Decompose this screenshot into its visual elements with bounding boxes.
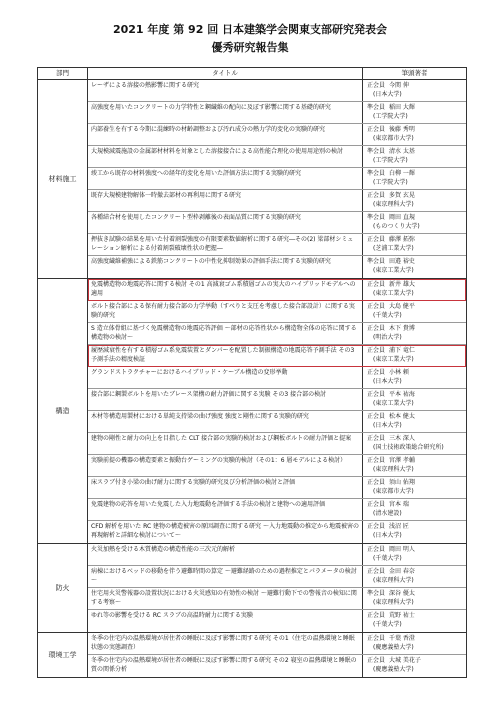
- author-line: [367, 413, 462, 422]
- author-line: [367, 590, 462, 599]
- author-name: 多賀 玄晃: [389, 192, 415, 199]
- table-row: [88, 610, 466, 632]
- paper-title: 押抜き試験の結果を用いた付着割裂強度の有限要素数値解析に関する研究―その(2) 梁部材シミュレーション解析による付着割裂破壊性状の把握―: [88, 234, 363, 255]
- table-row: [88, 323, 466, 345]
- table-row: [88, 655, 466, 677]
- author-affiliation: (東京都市大学): [373, 487, 414, 495]
- author-affiliation: (東京理科大学): [373, 465, 414, 473]
- author-affiliation: (東京都市大学): [373, 134, 414, 142]
- paper-title: 各種結合材を使用したコンクリート型枠剥離後の表面品質に関する実験的研究: [88, 212, 363, 233]
- author-line: [367, 457, 462, 466]
- author-affiliation: (東京理科大学): [373, 598, 414, 606]
- author-line: [367, 104, 462, 113]
- membership-type: 正会員: [367, 369, 386, 376]
- membership-type: 正会員: [367, 126, 386, 133]
- table-row: [88, 367, 466, 389]
- lead-author-cell: [363, 477, 466, 498]
- paper-title: ゆれ等の影響を受ける RC スラブの高温時耐力に関する実験: [88, 610, 363, 632]
- lead-author-cell: [363, 367, 466, 388]
- table-row: [88, 168, 466, 190]
- author-line: [367, 435, 462, 444]
- paper-title: 住宅用火災警報器の設置状況における火災感知の有効性の検討 ～避難行動下での警報音の検知に関する考察～: [88, 588, 363, 609]
- lead-author-cell: [363, 389, 466, 410]
- author-name: 田邉 裕史: [389, 258, 415, 265]
- table-row: [88, 521, 466, 543]
- membership-type: 正会員: [367, 347, 386, 354]
- author-line: [367, 546, 462, 555]
- membership-type: 正会員: [367, 82, 386, 89]
- membership-type: 準会員: [367, 148, 386, 155]
- author-line: [367, 391, 462, 400]
- paper-title: 免震構造物の地震応答に関する検討 その1 高減衰ゴム系積層ゴムの実大のハイブリッドモデルへの適用: [88, 279, 363, 300]
- author-line: [367, 148, 462, 157]
- table-row: [88, 544, 466, 566]
- header-dept: 部門: [38, 68, 88, 79]
- department-label: 防火: [38, 544, 88, 632]
- lead-author-cell: [363, 588, 466, 609]
- paper-title: グランドストラクチャーにおけるハイブリッド・ケーブル構造の変形挙動: [88, 367, 363, 388]
- table-row: [88, 566, 466, 588]
- paper-title: 高強度を用いたコンクリートの力学特性と鋼繊維の配向に及ぼす影響に関する基礎的研究: [88, 102, 363, 123]
- membership-type: 正会員: [367, 523, 386, 530]
- lead-author-cell: [363, 256, 466, 278]
- author-name: 浦下 竜仁: [389, 347, 415, 354]
- lead-author-cell: [363, 610, 466, 632]
- membership-type: 正会員: [367, 657, 386, 664]
- table-row: [88, 477, 466, 499]
- membership-type: 正会員: [367, 635, 386, 642]
- author-name: 松本 健太: [389, 413, 415, 420]
- table-row: [88, 455, 466, 477]
- document-title-line1: 2021 年度 第 92 回 日本建築学会関東支部研究発表会: [112, 23, 388, 36]
- author-name: 千葉 香澄: [389, 635, 415, 642]
- author-line: [367, 612, 462, 621]
- paper-title: 高強度繊維補強による鉄筋コンクリートの中性化抑制効果の評価手法に関する実験的研究: [88, 256, 363, 278]
- author-affiliation: (東京工業大学): [373, 355, 414, 363]
- paper-title: 実験前提の機器の構造要素と振動台ゲーミングの実験的検討（その1：6 層モデルによる検討）: [88, 455, 363, 476]
- author-affiliation: (工学院大学): [373, 112, 408, 120]
- membership-type: 正会員: [367, 303, 386, 310]
- membership-type: 準会員: [367, 214, 386, 221]
- paper-title: 冬季の住宅内の温熱環境が居住者の睡眠に及ぼす影響に関する研究 その2 寝室の温熱環境と睡眠の質の関係分析: [88, 655, 363, 677]
- author-affiliation: (千葉大学): [373, 554, 402, 562]
- department-label: 環境工学: [38, 633, 88, 677]
- table-row: [88, 212, 466, 234]
- paper-title: 木材等構造用製材における単純支持梁の曲げ強度 強度と剛性に関する実験的研究: [88, 411, 363, 432]
- author-affiliation: (明治大学): [373, 333, 402, 341]
- lead-author-cell: [363, 234, 466, 255]
- author-line: [367, 479, 462, 488]
- author-affiliation: (東京理科大学): [373, 200, 414, 208]
- lead-author-cell: [363, 455, 466, 476]
- author-affiliation: (芝浦工業大学): [373, 244, 414, 252]
- paper-title: 大規模減震施設の金属部材材料を対象とした溶接接合による高性能合理化の使用用途別の検討: [88, 146, 363, 167]
- paper-title: 火災加熱を受ける木質構造の構造性能の三次元的解析: [88, 544, 363, 565]
- membership-type: 正会員: [367, 435, 386, 442]
- department-label: 材料施工: [38, 80, 88, 278]
- author-name: 白柳 一輝: [389, 170, 415, 177]
- lead-author-cell: [363, 345, 466, 366]
- department-section: [38, 544, 466, 633]
- document-title: [0, 23, 500, 55]
- lead-author-cell: [363, 633, 466, 654]
- department-label: 構造: [38, 279, 88, 543]
- paper-title: 竣工から既存の材料強度への経年的変化を用いた評価方法に関する実験的研究: [88, 168, 363, 189]
- department-section: [38, 633, 466, 677]
- paper-title: 既存大規模建物解体一時撤去部材の再利用に関する研究: [88, 190, 363, 211]
- lead-author-cell: [363, 499, 466, 520]
- department-section: [38, 279, 466, 544]
- paper-title: CFD 解析を用いた RC 建物の構造被害の原因調査に関する研究 ～入力地震動の推定から地震被害の再現解析と詳細な検討について～: [88, 521, 363, 543]
- author-affiliation: (千葉大学): [373, 620, 402, 628]
- membership-type: 正会員: [367, 192, 386, 199]
- header-title: タイトル: [88, 68, 363, 79]
- author-affiliation: (東京工業大学): [373, 399, 414, 407]
- paper-title: ボルト接合部による保有耐力接合部の力学挙動（すべりと支圧を考慮した接合部設計）に関する実験的研究: [88, 301, 363, 322]
- author-line: [367, 170, 462, 179]
- paper-title: 接合部に鋼製ボルトを用いたブレース架構の耐力評価に関する実験 その3 接合部の検討: [88, 389, 363, 410]
- table-row: [88, 499, 466, 521]
- author-name: 稲田 大輝: [389, 104, 415, 111]
- lead-author-cell: [363, 279, 466, 300]
- membership-type: 正会員: [367, 479, 386, 486]
- author-name: 小林 頼: [389, 369, 409, 376]
- author-affiliation: (東京理科大学): [373, 576, 414, 584]
- author-name: 浅沼 匠: [389, 523, 409, 530]
- table-row: [88, 102, 466, 124]
- membership-type: 正会員: [367, 391, 386, 398]
- table-row: [88, 190, 466, 212]
- lead-author-cell: [363, 212, 466, 233]
- paper-title: S 造立体骨組に基づく免震構造物の地震応答評価 ～部材の応答性状から構造物全体の応答に関する構造物の検討～: [88, 323, 363, 344]
- author-name: 金田 春奈: [389, 568, 415, 575]
- author-line: [367, 347, 462, 356]
- author-name: 三木 深人: [389, 435, 415, 442]
- paper-title: 建物の剛性と耐力の向上を目指した CLT 接合部の実験的検討および鋼板ボルトの耐力評価と提案: [88, 433, 363, 454]
- header-author: 筆頭著者: [401, 69, 428, 77]
- lead-author-cell: [363, 323, 466, 344]
- table-row: [88, 80, 466, 102]
- lead-author-cell: [363, 655, 466, 677]
- author-line: [367, 523, 462, 532]
- table-row: [88, 433, 466, 455]
- lead-author-cell: [363, 433, 466, 454]
- membership-type: 正会員: [367, 612, 386, 619]
- award-table: [37, 67, 467, 678]
- membership-type: 正会員: [367, 325, 386, 332]
- author-affiliation: (日本大学): [373, 531, 402, 539]
- paper-title: 床スラブ付き小梁の曲げ耐力に関する実験的研究及び分析評価の検討と評価: [88, 477, 363, 498]
- author-name: 新井 雄大: [389, 281, 415, 288]
- table-row: [88, 124, 466, 146]
- table-row: [88, 389, 466, 411]
- membership-type: 正会員: [367, 501, 386, 508]
- table-row: [88, 411, 466, 433]
- author-line: [367, 214, 462, 223]
- table-row: [88, 146, 466, 168]
- paper-title: 履歴減衰性を有する積層ゴム系免震装置とダンパーを配置した制振構造の地震応答予測手法 その3 予測手法の精度検証: [88, 345, 363, 366]
- author-name: 須山 佑翔: [389, 479, 415, 486]
- table-row: [88, 588, 466, 610]
- author-affiliation: (東京工業大学): [373, 289, 414, 297]
- lead-author-cell: [363, 102, 466, 123]
- author-name: 宮本 瑞: [389, 501, 409, 508]
- paper-title: 病棟におけるベッドの移動を伴う避難時間の算定 ～避難経路のための過程推定とパラメータの検討～: [88, 566, 363, 587]
- author-affiliation: (工学院大学): [373, 178, 408, 186]
- lead-author-cell: [363, 301, 466, 322]
- lead-author-cell: [363, 521, 466, 543]
- author-affiliation: (慶應義塾大学): [373, 665, 414, 673]
- author-affiliation: (慶應義塾大学): [373, 643, 414, 651]
- paper-title: レーザによる溶接の熱影響に関する研究: [88, 80, 363, 101]
- membership-type: 準会員: [367, 258, 386, 265]
- author-name: 木下 貴博: [389, 325, 415, 332]
- author-name: 荒野 祐士: [389, 612, 415, 619]
- membership-type: 準会員: [367, 170, 386, 177]
- lead-author-cell: [363, 146, 466, 167]
- author-affiliation: (ものつくり大学): [373, 222, 420, 230]
- author-name: 藤澤 拓弥: [389, 236, 415, 243]
- author-name: 清水 太基: [389, 148, 415, 155]
- author-line: [367, 657, 462, 666]
- paper-title: 免震建物の応答を用いた免震した入力地震動を評価する手法の検討と建物への適用評価: [88, 499, 363, 520]
- membership-type: 準会員: [367, 104, 386, 111]
- lead-author-cell: [363, 566, 466, 587]
- membership-type: 正会員: [367, 236, 386, 243]
- table-row-highlighted: [88, 345, 466, 367]
- author-affiliation: (工学院大学): [373, 156, 408, 164]
- author-line: [367, 635, 462, 644]
- author-name: 平本 祐海: [389, 391, 415, 398]
- document-title-line2: 優秀研究報告集: [211, 41, 289, 54]
- author-name: 岡田 直規: [389, 214, 415, 221]
- department-rows: [88, 80, 466, 278]
- author-line: [367, 192, 462, 201]
- membership-type: 正会員: [367, 281, 386, 288]
- author-name: 岡田 明人: [389, 546, 415, 553]
- paper-title: 内部養生を有する今期に混練時の材齢調整および汚れ成分の熱力学的変化の実験的研究: [88, 124, 363, 145]
- author-name: 深谷 優太: [389, 590, 415, 597]
- department-rows: [88, 633, 466, 677]
- author-line: [367, 501, 462, 510]
- membership-type: 正会員: [367, 413, 386, 420]
- table-row: [88, 256, 466, 278]
- author-affiliation: (清水建設): [373, 509, 402, 517]
- table-row: [88, 234, 466, 256]
- department-section: [38, 80, 466, 279]
- author-name: 宮澤 孝輔: [389, 457, 415, 464]
- author-affiliation: (東京工業大学): [373, 266, 414, 274]
- author-affiliation: (千葉大学): [373, 311, 402, 319]
- lead-author-cell: [363, 411, 466, 432]
- membership-type: 正会員: [367, 568, 386, 575]
- author-name: 今関 伸: [389, 82, 409, 89]
- author-line: [367, 281, 462, 290]
- lead-author-cell: [363, 124, 466, 145]
- paper-title: 冬季の住宅内の温熱環境が居住者の睡眠に及ぼす影響に関する研究 その1（住宅の温熱環境と睡眠状態の実態調査）: [88, 633, 363, 654]
- department-rows: [88, 279, 466, 543]
- table-row: [88, 301, 466, 323]
- author-affiliation: (日本大学): [373, 90, 402, 98]
- lead-author-cell: [363, 544, 466, 565]
- author-affiliation: (国土技術政策総合研究所): [373, 443, 444, 451]
- author-line: [367, 325, 462, 334]
- lead-author-cell: [363, 168, 466, 189]
- author-line: [367, 126, 462, 135]
- membership-type: 正会員: [367, 546, 386, 553]
- author-line: [367, 303, 462, 312]
- lead-author-cell: [363, 190, 466, 211]
- author-line: [367, 258, 462, 267]
- table-header: [38, 68, 466, 80]
- author-line: [367, 236, 462, 245]
- author-name: 大城 美花子: [389, 657, 421, 664]
- author-line: [367, 82, 462, 91]
- table-row: [88, 633, 466, 655]
- table-row-highlighted: [88, 279, 466, 301]
- lead-author-cell: [363, 80, 466, 101]
- author-line: [367, 568, 462, 577]
- author-name: 大島 健平: [389, 303, 415, 310]
- author-name: 後藤 秀明: [389, 126, 415, 133]
- membership-type: 準会員: [367, 590, 386, 597]
- author-affiliation: (日本大学): [373, 377, 402, 385]
- membership-type: 正会員: [367, 457, 386, 464]
- author-affiliation: (日本大学): [373, 421, 402, 429]
- department-rows: [88, 544, 466, 632]
- author-line: [367, 369, 462, 378]
- table-body: [38, 80, 466, 677]
